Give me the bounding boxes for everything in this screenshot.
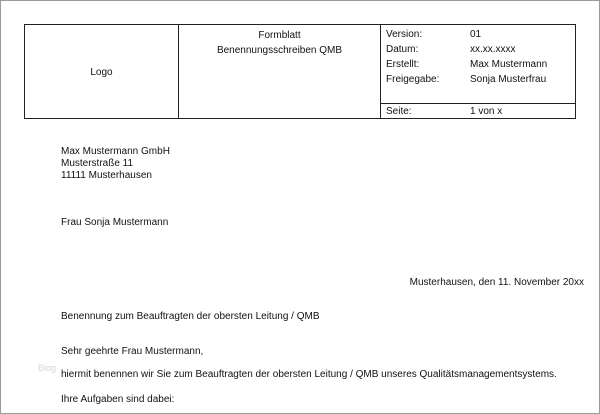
form-title: Formblatt (258, 30, 301, 41)
date-line: Musterhausen, den 11. November 20xx (409, 277, 584, 288)
body-paragraph: hiermit benennen wir Sie zum Beauftragten der obersten Leitung / QMB unseres Qualitätsmanagementsystems. (61, 369, 557, 380)
meta-key: Freigegabe: (386, 74, 440, 85)
meta-value: 1 von x (470, 106, 503, 117)
sender-street: Musterstraße 11 (61, 158, 134, 169)
meta-row-erstellt (386, 59, 575, 72)
recipient-name: Frau Sonja Mustermann (61, 217, 169, 228)
meta-key: Datum: (386, 44, 419, 55)
meta-row-seite (386, 106, 575, 119)
meta-value: xx.xx.xxxx (470, 44, 516, 55)
salutation: Sehr geehrte Frau Mustermann, (61, 346, 204, 357)
meta-row-datum (386, 44, 575, 57)
meta-cell (381, 25, 575, 118)
watermark: Blog (38, 363, 57, 373)
title-cell (179, 25, 381, 118)
form-subtitle: Benennungsschreiben QMB (216, 45, 343, 56)
meta-value: Sonja Musterfrau (470, 74, 547, 85)
meta-key: Seite: (386, 106, 412, 117)
body-paragraph: Ihre Aufgaben sind dabei: (61, 394, 175, 405)
meta-key: Erstellt: (386, 59, 420, 70)
form-header-table (24, 24, 576, 119)
logo-cell (25, 25, 179, 118)
meta-value: Max Mustermann (470, 59, 548, 70)
subject-line: Benennung zum Beauftragten der obersten Leitung / QMB (61, 311, 320, 322)
sender-company: Max Mustermann GmbH (61, 146, 170, 157)
meta-key: Version: (386, 29, 423, 40)
meta-value: 01 (470, 29, 482, 40)
logo-placeholder: Logo (90, 67, 113, 78)
meta-divider (381, 103, 575, 104)
meta-row-version (386, 29, 575, 42)
sender-city: 11111 Musterhausen (61, 170, 152, 181)
meta-row-freigegabe (386, 74, 575, 87)
